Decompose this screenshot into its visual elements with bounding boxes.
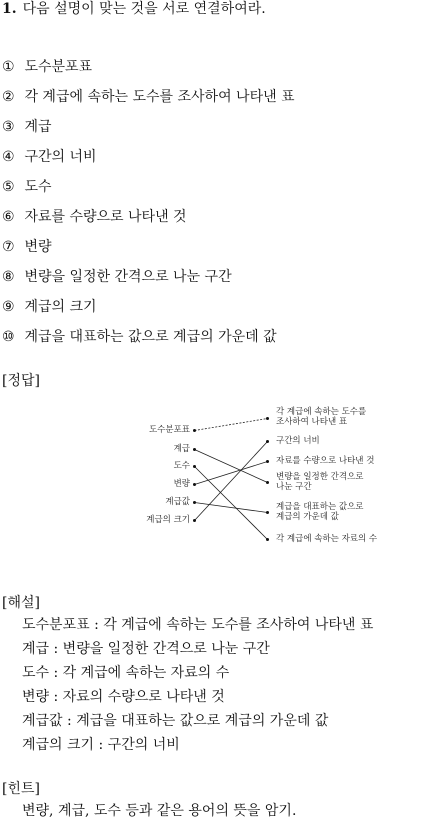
item-mark: ⑩ — [2, 329, 15, 345]
left-term: 계급값 — [165, 497, 190, 507]
left-term: 계급의 크기 — [146, 515, 190, 525]
explanation-label: [해설] — [2, 595, 40, 611]
list-item — [2, 58, 92, 76]
right-dot — [266, 511, 269, 514]
list-item — [2, 148, 97, 166]
list-item — [2, 178, 52, 196]
left-dot — [193, 483, 196, 486]
list-item — [2, 88, 295, 106]
right-dot — [266, 440, 269, 443]
left-dot — [193, 465, 196, 468]
right-dot — [266, 481, 269, 484]
explanation-line: 계급값 : 계급을 대표하는 값으로 계급의 가운데 값 — [22, 713, 329, 729]
item-mark: ④ — [2, 149, 15, 165]
item-mark: ⑧ — [2, 269, 15, 285]
item-mark: ① — [2, 59, 15, 75]
explanation-line: 계급의 크기 : 구간의 너비 — [22, 737, 180, 753]
item-text: 도수 — [24, 179, 52, 195]
item-mark: ② — [2, 89, 15, 105]
item-text: 변량 — [24, 239, 52, 255]
item-mark: ⑨ — [2, 299, 15, 315]
left-dot — [193, 448, 196, 451]
list-item — [2, 208, 187, 226]
left-term: 계급 — [173, 444, 190, 454]
explanation-line: 계급 : 변량을 일정한 간격으로 나눈 구간 — [22, 641, 270, 657]
item-text: 변량을 일정한 간격으로 나눈 구간 — [24, 269, 232, 285]
right-definition: 계급을 대표하는 값으로 계급의 가운데 값 — [276, 502, 364, 522]
right-dot — [266, 538, 269, 541]
item-mark: ⑦ — [2, 239, 15, 255]
matching-diagram — [130, 400, 422, 550]
item-mark: ③ — [2, 119, 15, 135]
item-text: 구간의 너비 — [24, 149, 97, 165]
right-dot — [266, 417, 269, 420]
left-dot — [193, 501, 196, 504]
right-definition: 각 계급에 속하는 도수를 조사하여 나타낸 표 — [276, 407, 367, 427]
question-header — [2, 0, 266, 18]
item-mark: ⑥ — [2, 209, 15, 225]
left-dot — [193, 429, 196, 432]
right-dot — [266, 460, 269, 463]
list-item — [2, 268, 232, 286]
hint-label: [힌트] — [2, 781, 40, 797]
left-term: 변량 — [173, 479, 190, 489]
connection-line — [195, 419, 268, 431]
left-term: 도수분포표 — [148, 425, 190, 435]
explanation-line: 변량 : 자료의 수량으로 나타낸 것 — [22, 689, 225, 705]
right-definition: 자료를 수량으로 나타낸 것 — [276, 456, 375, 466]
answer-label: [정답] — [2, 373, 40, 389]
connection-line — [195, 503, 268, 513]
question-text: 다음 설명이 맞는 것을 서로 연결하여라. — [22, 1, 266, 17]
right-definition: 각 계급에 속하는 자료의 수 — [276, 534, 378, 544]
left-term: 도수 — [173, 461, 190, 471]
list-item — [2, 118, 52, 136]
item-text: 계급의 크기 — [24, 299, 97, 315]
left-dot — [193, 519, 196, 522]
list-item — [2, 238, 52, 256]
hint-text: 변량, 계급, 도수 등과 같은 용어의 뜻을 암기. — [22, 803, 297, 819]
list-item — [2, 328, 277, 346]
right-definition: 구간의 너비 — [276, 436, 320, 446]
item-mark: ⑤ — [2, 179, 15, 195]
right-definition: 변량을 일정한 간격으로 나눈 구간 — [276, 472, 364, 492]
item-text: 각 계급에 속하는 도수를 조사하여 나타낸 표 — [24, 89, 295, 105]
item-text: 계급 — [24, 119, 52, 135]
explanation-line: 도수분포표 : 각 계급에 속하는 도수를 조사하여 나타낸 표 — [22, 617, 374, 633]
item-text: 도수분포표 — [24, 59, 93, 75]
list-item — [2, 298, 97, 316]
item-text: 계급을 대표하는 값으로 계급의 가운데 값 — [24, 329, 277, 345]
explanation-line: 도수 : 각 계급에 속하는 자료의 수 — [22, 665, 230, 681]
item-text: 자료를 수량으로 나타낸 것 — [24, 209, 187, 225]
question-number: 1. — [2, 1, 17, 17]
